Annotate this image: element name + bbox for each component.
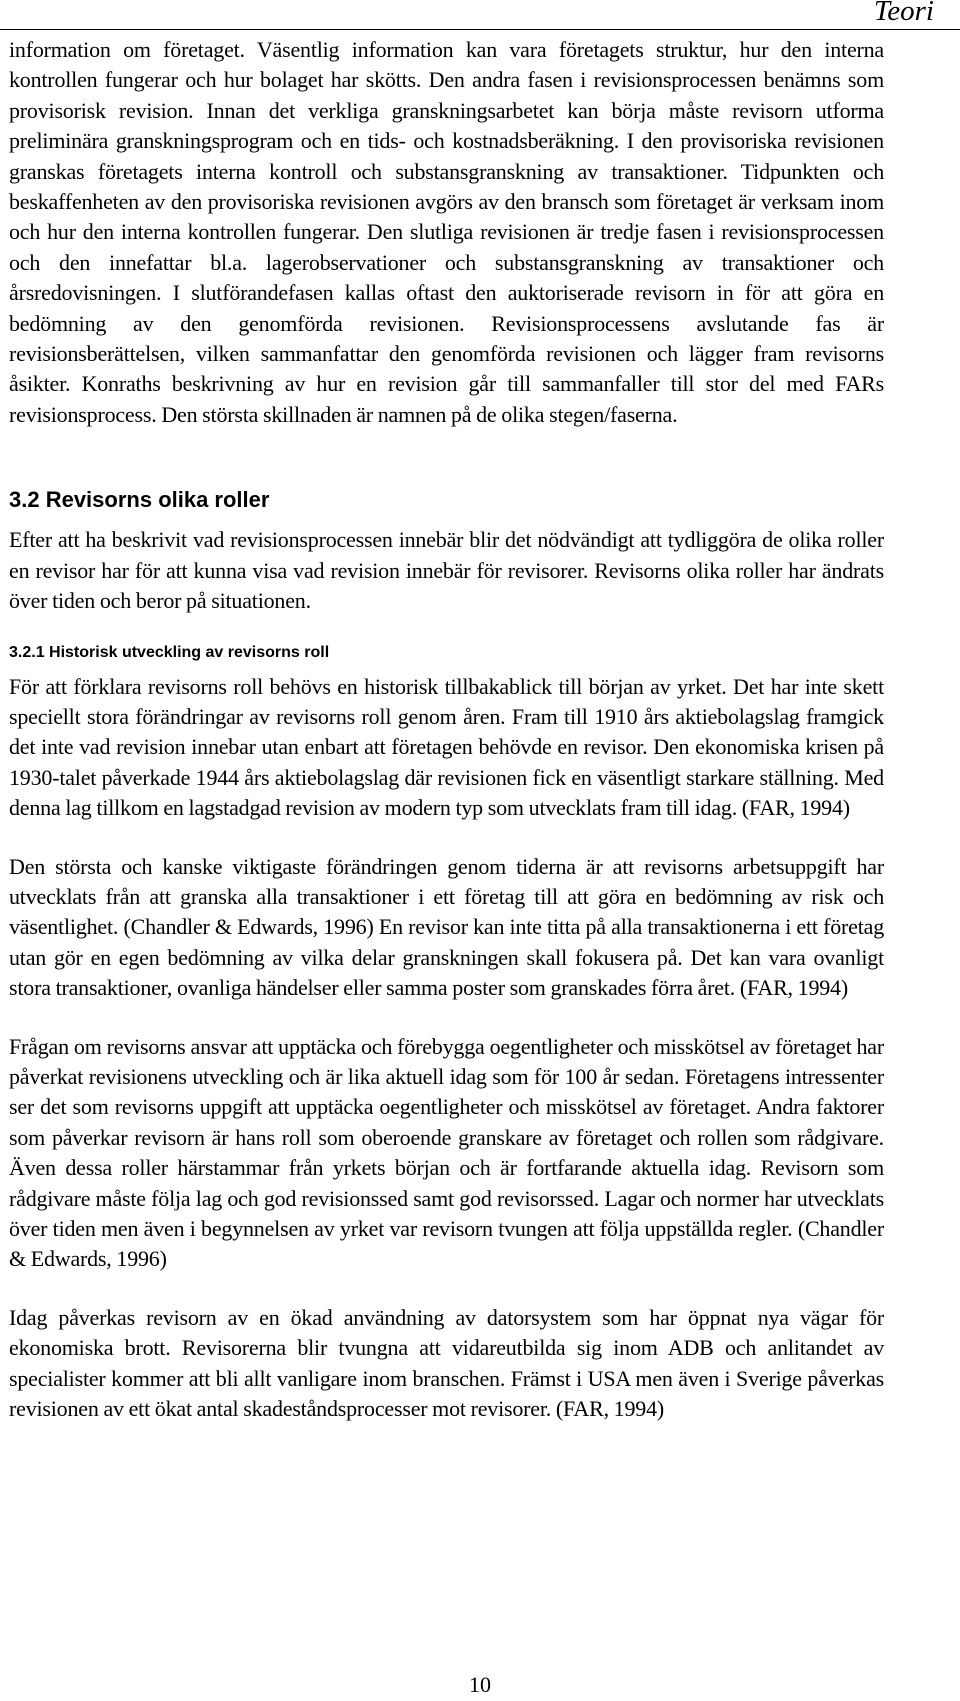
spacer <box>9 1275 884 1303</box>
section-heading: 3.2 Revisorns olika roller <box>9 487 270 513</box>
spacer <box>9 617 884 642</box>
header-rule <box>0 29 960 30</box>
paragraph-today: Idag påverkas revisorn av en ökad användning av datorsystem som har öppnat nya vägar för ekonomiska brott. Revisorerna blir tvungna att vidareutbilda sig inom ADB och anlitandet av specialister kommer att bli allt vanligare inom branschen. Främst i USA men även i Sverige påverkas revisionen av ett ökat antal skadeståndsprocesser mot revisorer. (FAR, 1994) <box>9 1304 884 1422</box>
spacer <box>9 664 884 672</box>
spacer <box>9 1004 884 1032</box>
paragraph-revision-process: information om företaget. Väsentlig information kan vara företagets struktur, hur den interna kontrollen fungerar och hur bolaget har skötts. Den andra fasen i revisionsprocessen benämns som provisorisk revision. Innan det verkliga granskningsarbetet kan börja måste revisorn utforma preliminära granskningsprogram och en tids- och kostnadsberäkning. I den provisoriska revisionen granskas företagets interna kontroll och substansgranskning av transaktioner. Tidpunkten och beskaffenheten av den provisoriska revisionen avgörs av den bransch som företaget är verksam inom och hur den interna kontrollen fungerar. Den slutliga revisionen är tredje fasen i revisionsprocessen och den innefattar bl.a. lagerobservationer och substansgranskning av transaktioner och årsredovisningen. I slutförandefasen kallas oftast den auktoriserade revisorn in för att göra en bedömning av den genomförda revisionen. Revisionsprocessens avslutande fas är revisionsberättelsen, vilken sammanfattar den genomförda revisionen och lägger fram revisorns åsikter. Konraths beskrivning av hur en revision går till sammanfaller till stor del med FARs revisionsprocess. Den största skillnaden är namnen på de olika stegen/faserna. <box>9 37 884 427</box>
paragraph-biggest-change: Den största och kanske viktigaste förändringen genom tiderna är att revisorns arbetsuppgift har utvecklats från att granska alla transaktioner i ett företag till att göra en bedömning av risk och väsentlighet. (Chandler & Edwards, 1996) En revisor kan inte titta på alla transaktionerna i ett företag utan gör en egen bedömning av vilka delar granskningen skall fokusera på. Det kan vara ovanligt stora transaktioner, ovanliga händelser eller samma poster som granskades förra året. (FAR, 1994) <box>9 853 884 1001</box>
paragraph-history: För att förklara revisorns roll behövs en historisk tillbakablick till början av yrket. Det har inte skett speciellt stora förändringar av revisorns roll genom åren. Fram till 1910 års aktiebolagslag framgick det inte vad revision innebar utan enbart att företagen behövde en revisor. Den ekonomiska krisen på 1930-talet påverkade 1944 års aktiebolagslag där revisionen fick en väsentligt starkare ställning. Med denna lag tillkom en lagstadgad revision av modern typ som utvecklats fram till idag. (FAR, 1994) <box>9 673 884 821</box>
spacer <box>9 515 884 525</box>
paragraph-roles-intro: Efter att ha beskrivit vad revisionsprocessen innebär blir det nödvändigt att tydliggöra de olika roller en revisor har för att kunna visa vad revision innebär för revisorer. Revisorns olika roller har ändrats över tiden och beror på situationen. <box>9 527 884 614</box>
subsection-heading: 3.2.1 Historisk utveckling av revisorns roll <box>9 643 330 661</box>
page-number: 10 <box>469 1672 491 1697</box>
spacer <box>9 430 884 485</box>
spacer <box>9 824 884 852</box>
running-header-title: Teori <box>873 0 934 27</box>
page-content <box>9 35 884 1424</box>
paragraph-responsibility: Frågan om revisorns ansvar att upptäcka och förebygga oegentligheter och misskötsel av företaget har påverkat revisionens utveckling och är lika aktuell idag som för 100 år sedan. Företagens intressenter ser det som revisorns uppgift att upptäcka oegentligheter och misskötsel av företaget. Andra faktorer som påverkar revisorn är hans roll som oberoende granskare av företaget och rollen som rådgivare. Även dessa roller härstammar från yrkets början och är fortfarande aktuella idag. Revisorn som rådgivare måste följa lag och god revisionssed samt god revisorssed. Lagar och normer har utvecklats över tiden men även i begynnelsen av yrket var revisorn tvungen att följa uppställda regler. (Chandler & Edwards, 1996) <box>9 1033 884 1272</box>
